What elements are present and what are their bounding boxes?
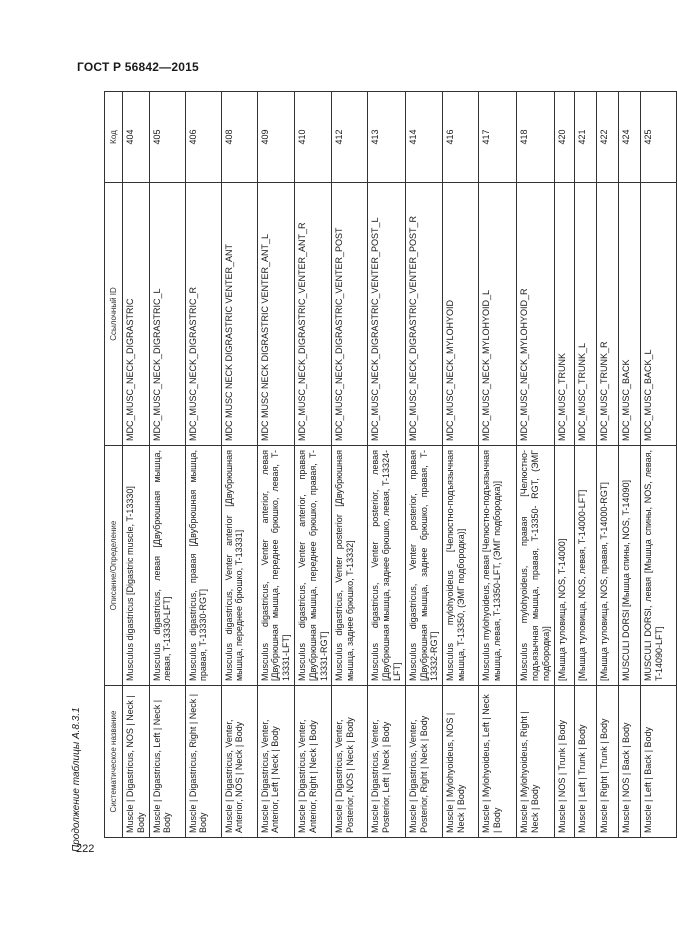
cell-systematic-name: Muscle | Digastricus, NOS | Neck | Body xyxy=(123,686,150,838)
muscle-code-table xyxy=(104,91,677,838)
cell-code: 412 xyxy=(332,92,368,183)
cell-description: Musculus digastricus, правая [Двубрюшная мышца, правая, T-13330-RGT] xyxy=(185,446,221,686)
cell-reference-id: MDC_MUSC_TRUNK_R xyxy=(597,183,619,446)
cell-systematic-name: Muscle | NOS | Back | Body xyxy=(619,686,641,838)
table-row xyxy=(641,92,677,838)
cell-reference-id: MDC_MUSC_NECK_DIGRASTRIC_VENTER_ANT_R xyxy=(294,183,331,446)
column-header-description: Описание/Определение xyxy=(105,446,123,686)
cell-code: 420 xyxy=(555,92,575,183)
cell-systematic-name: Muscle | Left | Back | Body xyxy=(641,686,677,838)
cell-reference-id: MDC_MUSC_TRUNK xyxy=(555,183,575,446)
cell-code: 410 xyxy=(294,92,331,183)
cell-systematic-name: Muscle | Digastricus, Right | Neck | Body xyxy=(185,686,221,838)
table-continuation-label: Продолжение таблицы А.8.3.1 xyxy=(71,707,82,852)
table-row xyxy=(443,92,479,838)
table-header-row xyxy=(105,92,123,838)
cell-reference-id: MDC_MUSC_NECK_DIGRASTRIC_L xyxy=(149,183,185,446)
cell-reference-id: MDC_MUSC_BACK xyxy=(619,183,641,446)
column-header-reference-id: Ссылочный ID xyxy=(105,183,123,446)
cell-reference-id: MDC_MUSC_NECK_MYLOHYOID_L xyxy=(479,183,517,446)
cell-code: 408 xyxy=(221,92,257,183)
table-body xyxy=(123,92,677,838)
cell-description: Musculus mylohyoideus [Челюстно-подъязычная мышца, T-13350, (ЭМГ подбородка)] xyxy=(443,446,479,686)
table-row xyxy=(479,92,517,838)
cell-code: 405 xyxy=(149,92,185,183)
table-row xyxy=(368,92,405,838)
table-row xyxy=(221,92,257,838)
cell-systematic-name: Muscle | Mylohyoideus, NOS | Neck | Body xyxy=(443,686,479,838)
cell-description: Musculus digastricus [Digastric muscle, T-13330] xyxy=(123,446,150,686)
table-row xyxy=(405,92,442,838)
table-row xyxy=(517,92,555,838)
cell-reference-id: MDC_MUSC_TRUNK_L xyxy=(575,183,597,446)
cell-systematic-name: Muscle | Digastricus, Venter, Posterior, Right | Neck | Body xyxy=(405,686,442,838)
cell-code: 413 xyxy=(368,92,405,183)
cell-systematic-name: Muscle | Digastricus, Venter, Anterior, Right | Neck | Body xyxy=(294,686,331,838)
cell-code: 424 xyxy=(619,92,641,183)
cell-description: Musculus mylohyoideus, левая [Челюстно-подъязычная мышца, левая, T-13350-LFT, (ЭМГ подбородка)] xyxy=(479,446,517,686)
cell-description: [Мышца туловища, NOS, правая, T-14000-RGT] xyxy=(597,446,619,686)
cell-description: Musculus mylohyoideus, правая [Челюстно-подъязычная мышца, правая, T-13350- RGT, (ЭМГ подбородка)] xyxy=(517,446,555,686)
table-row xyxy=(149,92,185,838)
cell-code: 421 xyxy=(575,92,597,183)
cell-reference-id: MDC_MUSC_NECK_MYLOHYOID_R xyxy=(517,183,555,446)
cell-description: Musculus digastricus, Venter anterior, левая [Двубрюшная мышца, переднее брюшко, левая, T-13331-LFT] xyxy=(257,446,294,686)
cell-reference-id: MDC_MUSC_NECK_DIGRASTRIC_VENTER_POST xyxy=(332,183,368,446)
cell-description: Musculus digastricus, Venter posterior, левая [Двубрюшная мышца, заднее брюшко, левая, T-13324-LFT] xyxy=(368,446,405,686)
cell-description: MUSCULI DORSI [Мышца спины, NOS, T-14090] xyxy=(619,446,641,686)
column-header-code: Код xyxy=(105,92,123,183)
cell-description: MUSCULI DORSI, левая [Мышца спины, NOS, левая, T-14090-LFT] xyxy=(641,446,677,686)
table-row xyxy=(597,92,619,838)
page-number: 222 xyxy=(76,843,95,855)
cell-code: 425 xyxy=(641,92,677,183)
cell-systematic-name: Muscle | Digastricus, Venter, Anterior, Left | Neck | Body xyxy=(257,686,294,838)
cell-reference-id: MDC_MUSC_NECK_MYLOHYOID xyxy=(443,183,479,446)
cell-description: Musculus digastricus, Venter anterior [Двубрюшная мышца, переднее брюшко, T-13331] xyxy=(221,446,257,686)
cell-code: 422 xyxy=(597,92,619,183)
cell-reference-id: MDC_MUSC_NECK_DIGRASTRIC xyxy=(123,183,150,446)
cell-reference-id: MDC_MUSC_NECK_DIGRASTRIC_R xyxy=(185,183,221,446)
cell-reference-id: MDC_MUSC_NECK_DIGRASTRIC_VENTER_POST_L xyxy=(368,183,405,446)
cell-code: 406 xyxy=(185,92,221,183)
cell-systematic-name: Muscle | Digastricus, Left | Neck | Body xyxy=(149,686,185,838)
table-row xyxy=(575,92,597,838)
cell-description: Musculus digastricus, левая [Двубрюшная мышца, левая, T-13330-LFT] xyxy=(149,446,185,686)
cell-description: [Мышца туловища, NOS, левая, T-14000-LFT] xyxy=(575,446,597,686)
cell-description: Musculus digastricus, Venter anterior, правая [Двубрюшная мышца, переднее брюшко, правая, T-13331-RGT] xyxy=(294,446,331,686)
cell-code: 404 xyxy=(123,92,150,183)
table-row xyxy=(294,92,331,838)
cell-systematic-name: Muscle | Mylohyoideus, Left | Neck | Body xyxy=(479,686,517,838)
rotated-table-container xyxy=(104,92,664,838)
table-row xyxy=(257,92,294,838)
cell-reference-id: MDC MUSC NECK DIGRASTRIC VENTER_ANT xyxy=(221,183,257,446)
cell-description: Musculus digastricus, Venter posterior, правая [Двубрюшная мышца, заднее брюшко, правая, T-13332-RGT] xyxy=(405,446,442,686)
table-row xyxy=(555,92,575,838)
cell-code: 417 xyxy=(479,92,517,183)
cell-reference-id: MDC_MUSC_NECK_DIGRASTRIC_VENTER_POST_R xyxy=(405,183,442,446)
cell-systematic-name: Muscle | Digastricus, Venter, Anterior, NOS | Neck | Body xyxy=(221,686,257,838)
cell-reference-id: MDC MUSC NECK DIGRASTRIC VENTER_ANT_L xyxy=(257,183,294,446)
cell-systematic-name: Muscle | Digastricus, Venter, Posterior, Left | Neck | Body xyxy=(368,686,405,838)
cell-description: [Мышца туловища, NOS, T-14000] xyxy=(555,446,575,686)
cell-systematic-name: Muscle | Digastricus, Venter, Posterior, NOS | Neck | Body xyxy=(332,686,368,838)
cell-code: 409 xyxy=(257,92,294,183)
cell-description: Musculus digastricus, Venter posterior [Двубрюшная мышца, заднее брюшко, T-13332] xyxy=(332,446,368,686)
cell-systematic-name: Muscle | NOS | Trunk | Body xyxy=(555,686,575,838)
cell-reference-id: MDC_MUSC_BACK_L xyxy=(641,183,677,446)
standard-header: ГОСТ Р 56842—2015 xyxy=(77,60,199,74)
table-row xyxy=(185,92,221,838)
table-row xyxy=(123,92,150,838)
cell-systematic-name: Muscle | Right | Trunk | Body xyxy=(597,686,619,838)
table-row xyxy=(332,92,368,838)
cell-code: 414 xyxy=(405,92,442,183)
cell-code: 418 xyxy=(517,92,555,183)
table-row xyxy=(619,92,641,838)
cell-systematic-name: Muscle | Left | Trunk | Body xyxy=(575,686,597,838)
column-header-systematic-name: Систематическое название xyxy=(105,686,123,838)
cell-code: 416 xyxy=(443,92,479,183)
cell-systematic-name: Muscle | Mylohyoideus, Right | Neck | Body xyxy=(517,686,555,838)
